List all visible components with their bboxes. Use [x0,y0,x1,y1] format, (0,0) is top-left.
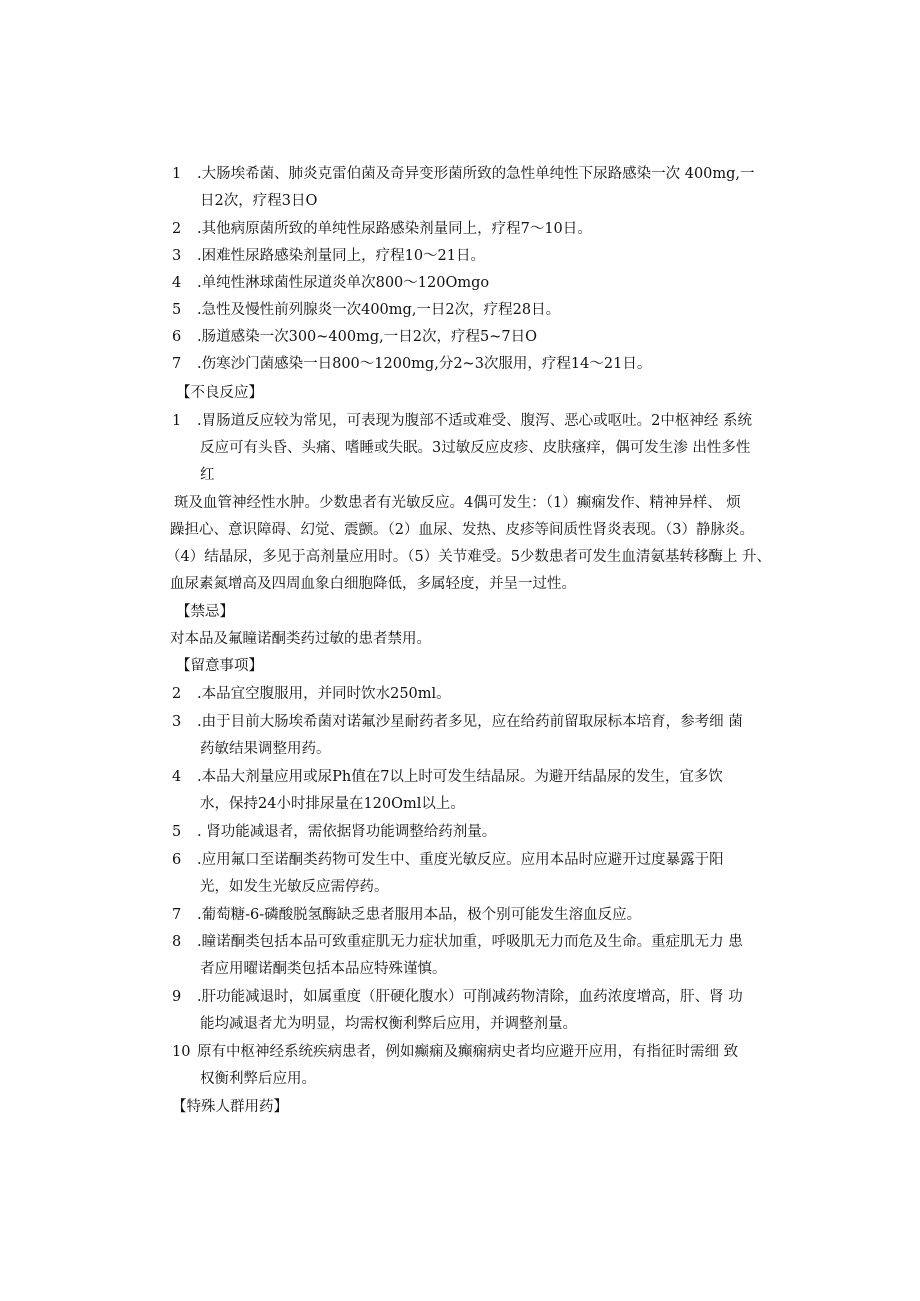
paragraph-line: （4）结晶尿，多见于高剂量应用时。（5）关节难受。5少数患者可发生血清氨基转移酶上 升、 [166,549,772,565]
dosage-item-4 [172,270,792,297]
item-number: 7 [172,356,182,372]
item-number: 9 [172,989,182,1005]
item-number: 1 [172,413,182,429]
item-number: 6 [172,329,182,345]
contraindications-text: 对本品及氟瞳诺酮类药过敏的患者禁用。 [170,631,431,647]
item-text-line: .困难性尿路感染剂量同上，疗程10～21日。 [197,248,486,264]
item-text-line: .急性及慢性前列腺炎一次400mg,一日2次，疗程28日。 [197,302,561,318]
item-text-line: 红 [200,467,215,483]
item-text-line: 日2次，疗程3日O [200,193,318,209]
item-number: 7 [172,907,182,923]
dosage-item-6 [172,324,792,351]
item-text-line: .肠道感染一次300~400mg,一日2次，疗程5~7日O [197,329,537,345]
notes-item-4 [172,764,792,818]
item-text-line: .伤寒沙门菌感染一日800～1200mg,分2~3次服用，疗程14～21日。 [197,356,652,372]
dosage-item-2 [172,216,792,243]
item-text-line: . 肾功能减退者，需依据肾功能调整给药剂量。 [197,824,497,840]
notes-item-5 [172,819,792,846]
item-text-line: 原有中枢神经系统疾病患者，例如癫痫及癫痫病史者均应避开应用，有指征时需细 致 [197,1044,739,1060]
item-text-line: .由于目前大肠埃希菌对诺氟沙星耐药者多见，应在给药前留取尿标本培育，参考细 菌 [197,714,743,730]
dosage-item-3 [172,243,792,270]
item-number: 2 [172,686,182,702]
item-number: 8 [172,934,182,950]
item-number: 2 [172,221,182,237]
item-number: 6 [172,852,182,868]
item-text-line: 反应可有头昏、头痛、嗜睡或失眠。3过敏反应皮疹、皮肤瘙痒，偶可发生渗 出性多性 [200,440,751,456]
section-heading-notes: 【留意事项】 [176,658,263,674]
item-number: 10 [172,1044,191,1060]
item-number: 5 [172,824,182,840]
item-number: 5 [172,302,182,318]
paragraph-line: 血尿素氮增高及四周血象白细胞降低，多属轻度，并呈一过性。 [170,576,576,592]
item-text-line: .胃肠道反应较为常见，可表现为腹部不适或难受、腹泻、恶心或呕吐。2中枢神经 系统 [197,413,752,429]
notes-item-8 [172,929,792,983]
item-text-line: 权衡利弊后应用。 [200,1071,316,1087]
section-heading-special-populations: 【特殊人群用药】 [172,1099,288,1115]
item-text-line: .其他病原菌所致的单纯性尿路感染剂量同上，疗程7～10日。 [197,221,592,237]
item-text-line: 能均减退者尤为明显，均需权衡利弊后应用，并调整剂量。 [200,1016,577,1032]
item-text-line: .大肠埃希菌、肺炎克雷伯菌及奇异变形菌所致的急性单纯性下尿路感染一次 400mg,一 [197,166,755,182]
item-text-line: .本品宜空腹服用，并同时饮水250ml。 [197,686,451,702]
notes-item-3 [172,709,792,763]
item-text-line: .应用氟口至诺酮类药物可发生中、重度光敏反应。应用本品时应避开过度暴露于阳 [197,852,724,868]
item-text-line: .葡萄糖-6-磷酸脱氢酶缺乏患者服用本品，极个别可能发生溶血反应。 [197,907,642,923]
paragraph-line: 躁担心、意识障碍、幻觉、震颤。（2）血尿、发热、皮疹等间质性肾炎表现。（3）静脉炎。 [170,522,754,538]
paragraph-line: 斑及血管神经性水肿。少数患者有光敏反应。4偶可发生：（1）癫痫发作、精神异样、 烦 [174,495,741,511]
item-text-line: 药敏结果调整用药。 [200,741,331,757]
adverse-item-1 [172,408,792,489]
notes-item-10 [172,1039,792,1093]
dosage-item-7 [172,351,792,378]
item-number: 4 [172,769,182,785]
item-number: 3 [172,714,182,730]
dosage-item-5 [172,297,792,324]
item-number: 3 [172,248,182,264]
item-number: 4 [172,275,182,291]
item-text-line: 光，如发生光敏反应需停药。 [200,879,389,895]
item-text-line: .瞳诺酮类包括本品可致重症肌无力症状加重，呼吸肌无力而危及生命。重症肌无力 患 [197,934,743,950]
item-text-line: .单纯性淋球菌性尿道炎单次800～120Omgo [197,275,490,291]
adverse-paragraph [166,490,792,598]
item-number: 1 [172,166,182,182]
item-text-line: 者应用曜诺酮类包括本品应特殊谨慎。 [200,961,447,977]
item-text-line: .肝功能减退时，如属重度（肝硬化腹水）可削减药物清除，血药浓度增高，肝、肾 功 [197,989,743,1005]
section-heading-contraindications: 【禁忌】 [176,604,234,620]
notes-item-6 [172,847,792,901]
notes-item-7 [172,902,792,929]
notes-item-2 [172,681,792,708]
dosage-item-1 [172,161,792,215]
section-heading-adverse: 【不良反应】 [176,385,263,401]
notes-item-9 [172,984,792,1038]
item-text-line: .本品大剂量应用或尿Ph值在7以上时可发生结晶尿。为避开结晶尿的发生，宜多饮 [197,769,723,785]
item-text-line: 水，保持24小时排尿量在120Oml以上。 [200,796,465,812]
